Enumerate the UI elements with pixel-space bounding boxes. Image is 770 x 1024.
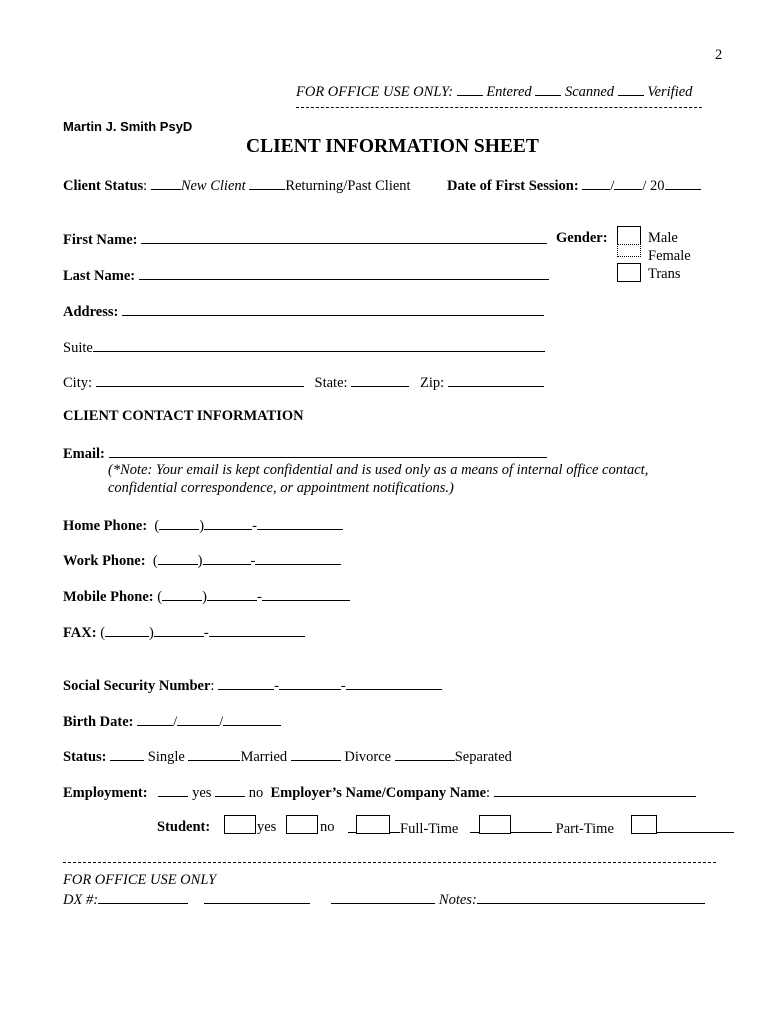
student-yes-checkbox[interactable] [224,815,256,834]
student-yes-label: yes [257,819,277,835]
gender-male-checkbox[interactable] [617,226,641,245]
part-time-checkbox[interactable] [479,815,511,834]
email-field [63,445,547,462]
last-name-input[interactable] [139,267,549,280]
birth-month[interactable] [137,713,173,726]
employer-name-input[interactable] [494,784,696,797]
first-name-label: First Name: [63,232,138,248]
work-phone-label: Work Phone: [63,553,146,569]
mobile-phone-field: Mobile Phone: ( ) - [63,588,350,605]
first-session-year[interactable] [665,177,701,190]
home-phone-prefix[interactable] [204,517,252,530]
first-session-date: Date of First Session: / / 20 [447,177,701,194]
fax-area[interactable] [105,624,149,637]
full-time-checkbox[interactable] [356,815,390,834]
dx-label: DX #: [63,892,99,908]
new-client-blank[interactable] [151,177,181,190]
state-label: State: [314,375,348,391]
fax-label: FAX: [63,625,97,641]
single-blank[interactable] [110,748,144,761]
fax-line[interactable] [209,624,305,637]
city-state-zip-row [63,374,544,391]
work-phone-area[interactable] [158,552,198,565]
returning-client-blank[interactable] [249,177,285,190]
address-field [63,303,544,320]
ssn-part2[interactable] [279,677,341,690]
notes-label: Notes: [438,892,477,908]
address-input[interactable] [122,303,544,316]
ssn-field: Social Security Number: - - [63,677,442,694]
employment-no-blank[interactable] [215,784,245,797]
part-time-label: Part-Time [555,821,614,837]
footer-dx-row [63,891,705,908]
entered-blank[interactable] [457,83,483,96]
email-label: Email: [63,446,105,462]
client-status-row: Client Status: New Client Returning/Past Client [63,178,411,194]
employment-no-option: no [248,785,264,801]
office-use-header [296,83,692,100]
work-phone-field: Work Phone: ( ) - [63,552,341,569]
scanned-label: Scanned [564,84,615,100]
married-option: Married [240,749,288,765]
last-name-field [63,267,549,284]
gender-male-label: Male [648,230,678,246]
dx-input-1[interactable] [98,891,188,904]
first-session-day[interactable] [614,177,642,190]
birth-date-label: Birth Date: [63,714,134,730]
divorce-blank[interactable] [291,748,341,761]
footer-office-use-label: FOR OFFICE USE ONLY [63,872,217,888]
home-phone-label: Home Phone: [63,518,148,534]
dx-input-2[interactable] [204,891,310,904]
fax-prefix[interactable] [154,624,204,637]
zip-label: Zip: [420,375,445,391]
practitioner-name: Martin J. Smith PsyD [63,119,193,134]
ssn-part3[interactable] [346,677,442,690]
email-note-line2: confidential correspondence, or appointment notifications.) [108,480,454,496]
first-session-label: Date of First Session: [447,178,579,194]
client-status-label: Client Status [63,178,144,194]
header-divider [296,107,702,108]
student-no-checkbox[interactable] [286,815,318,834]
birth-year[interactable] [223,713,281,726]
separated-blank[interactable] [395,748,455,761]
employer-name-label: Employer’s Name/Company Name [270,785,487,801]
last-name-label: Last Name: [63,268,136,284]
mobile-phone-label: Mobile Phone: [63,589,154,605]
scanned-blank[interactable] [535,83,561,96]
page-title: CLIENT INFORMATION SHEET [246,136,539,157]
first-name-input[interactable] [141,231,547,244]
single-option: Single [147,749,185,765]
work-phone-prefix[interactable] [203,552,251,565]
gender-female-label: Female [648,248,691,264]
status-label: Status: [63,749,107,765]
contact-section-title: CLIENT CONTACT INFORMATION [63,408,304,424]
suite-label: Suite [63,340,93,356]
new-client-option: New Client [180,178,246,194]
email-note-line1: (*Note: Your email is kept confidential and is used only as a means of internal office contact, [108,462,649,478]
fax-field: FAX: ( ) - [63,624,305,641]
entered-label: Entered [486,84,532,100]
suite-field [63,339,545,356]
work-phone-line[interactable] [255,552,341,565]
first-session-month[interactable] [582,177,610,190]
suite-input[interactable] [93,339,545,352]
office-use-label: FOR OFFICE USE ONLY: [296,84,454,100]
divorce-option: Divorce [344,749,392,765]
address-label: Address: [63,304,119,320]
employment-yes-blank[interactable] [158,784,188,797]
part-time-extra-checkbox[interactable] [631,815,657,834]
employment-row: Employment: yes no Employer’s Name/Company Name: [63,784,696,801]
married-blank[interactable] [188,748,240,761]
gender-trans-label: Trans [648,266,681,282]
birth-date-field: Birth Date: / / [63,713,281,730]
mobile-phone-area[interactable] [162,588,202,601]
student-label: Student: [157,819,211,835]
ssn-label: Social Security Number [63,678,211,694]
page-number: 2 [715,47,723,63]
first-session-year-prefix: 20 [650,178,665,194]
state-input[interactable] [351,374,409,387]
verified-label: Verified [647,84,693,100]
employment-label: Employment: [63,785,148,801]
notes-input[interactable] [477,891,705,904]
gender-female-checkbox[interactable] [617,244,641,257]
full-time-label: Full-Time [400,821,459,837]
home-phone-area[interactable] [159,517,199,530]
gender-trans-checkbox[interactable] [617,263,641,282]
email-input[interactable] [109,445,547,458]
first-name-field [63,231,547,248]
birth-day[interactable] [177,713,219,726]
footer-divider [63,862,716,863]
ssn-part1[interactable] [218,677,274,690]
mobile-phone-prefix[interactable] [207,588,257,601]
home-phone-field: Home Phone: ( ) - [63,517,343,534]
gender-label: Gender: [556,230,608,246]
city-input[interactable] [96,374,304,387]
dx-input-3[interactable] [331,891,435,904]
home-phone-line[interactable] [257,517,343,530]
marital-status-row [63,748,512,765]
part-time-extra-blank[interactable] [644,820,734,833]
mobile-phone-line[interactable] [262,588,350,601]
verified-blank[interactable] [618,83,644,96]
returning-client-option: Returning/Past Client [285,178,411,194]
student-no-label: no [320,819,335,835]
city-label: City: [63,375,93,391]
employment-yes-option: yes [192,785,212,801]
zip-input[interactable] [448,374,544,387]
separated-option: Separated [454,749,512,765]
